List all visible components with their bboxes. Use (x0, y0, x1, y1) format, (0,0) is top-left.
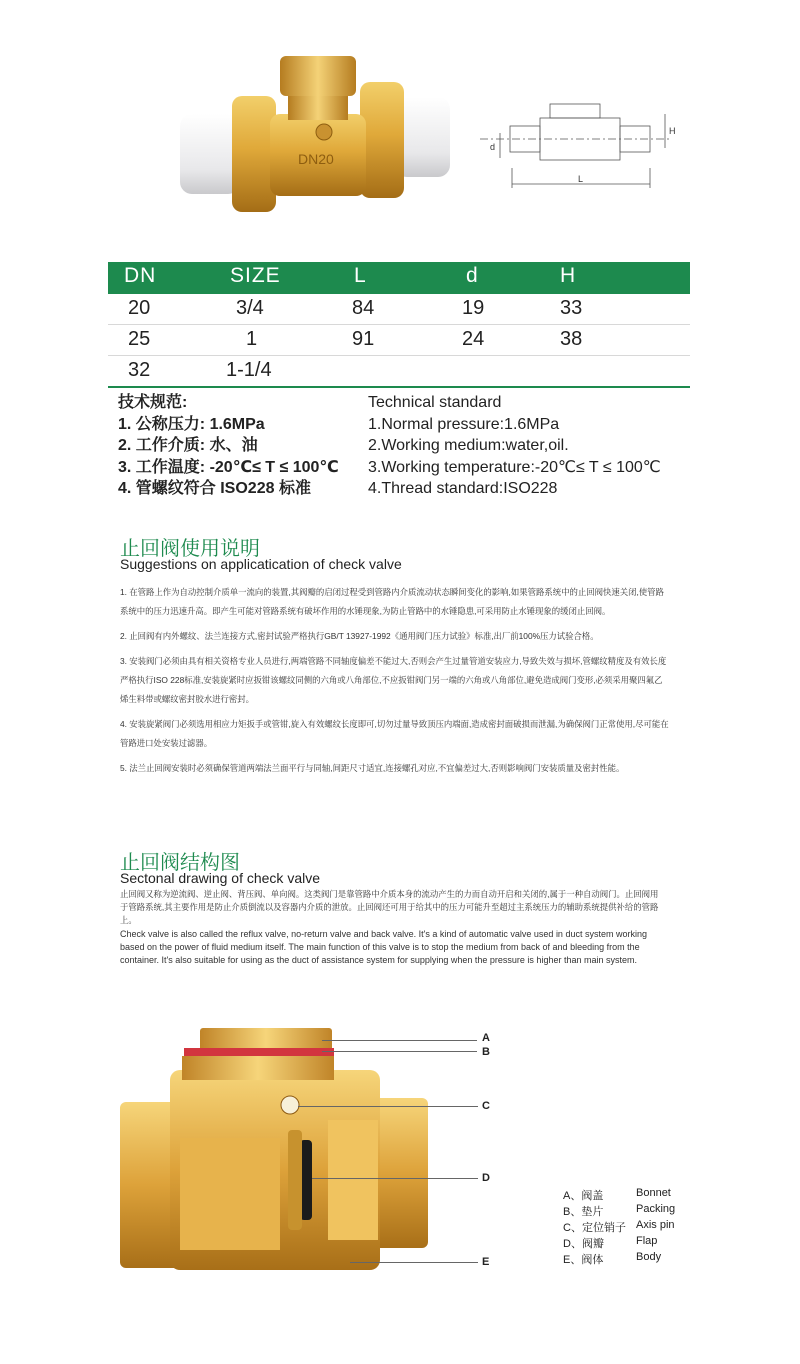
dn-marking: DN20 (298, 151, 334, 167)
header-l: L (354, 264, 367, 287)
valve-product-photo (170, 52, 460, 232)
table-cell: 24 (462, 328, 485, 350)
usage-paragraph: 3. 安装阀门必须由具有相关资格专业人员进行,两端管路不同轴度偏差不能过大,否则会产生过量管道安装应力,导致失效与损坏,管螺纹精度及有效长度严格执行ISO 228标准,安装旋紧时应扳钳该螺纹同侧的六角或八角部位,不应扳钳阀门另一端的六角或八角部位,避免造成阀门变形,必须采用聚四氟乙烯生料带或螺纹密封胶水进行密封。 (120, 656, 667, 704)
tech-en-title: Technical standard (368, 394, 502, 411)
tech-standard-cn (118, 392, 368, 500)
table-cell: 3/4 (236, 297, 264, 319)
table-cell: 25 (128, 328, 151, 350)
usage-title-en: Suggestions on applicatication of check valve (120, 556, 402, 572)
l-label: L (578, 174, 584, 184)
legend-cn: D、阀瓣 (563, 1238, 604, 1250)
tech-en-item: 3.Working temperature:-20℃≤ T ≤ 100℃ (368, 458, 661, 476)
legend-cn: E、阀体 (563, 1254, 604, 1266)
header-d: d (466, 264, 479, 287)
legend-en: Axis pin (636, 1219, 675, 1231)
legend-en: Bonnet (636, 1187, 671, 1199)
structure-title-en: Sectonal drawing of check valve (120, 870, 320, 886)
usage-paragraph: 2. 止回阀有内外螺纹、法兰连接方式,密封试验严格执行GB/T 13927-1992《通用阀门压力试验》标准,出厂前100%压力试验合格。 (120, 631, 599, 641)
table-cell: 33 (560, 297, 583, 319)
header-dn: DN (124, 264, 157, 287)
callout-line-b (322, 1051, 477, 1052)
table-row (108, 325, 690, 356)
structure-title-cn: 止回阀结构图 (120, 852, 240, 874)
usage-paragraph: 4. 安装旋紧阀门必须选用相应力矩扳手或管钳,旋入有效螺纹长度即可,切勿过量导致顶压内端面,造成密封面破损而泄漏,为确保阀门正常使用,尽可能在管路进口处安装过滤器。 (120, 719, 669, 748)
table-cell: 38 (560, 328, 583, 350)
tech-cn-item: 2. 工作介质: 水、油 (118, 437, 258, 454)
table-row (108, 294, 690, 325)
usage-title-cn: 止回阀使用说明 (120, 538, 260, 560)
tech-en-item: 2.Working medium:water,oil. (368, 437, 569, 454)
table-cell: 20 (128, 297, 151, 319)
callout-line-d (312, 1178, 478, 1179)
header-size: SIZE (230, 264, 281, 287)
usage-paragraph: 1. 在管路上作为自动控制介质单一流向的装置,其阀瓣的启闭过程受到管路内介质流动状态瞬间变化的影响,如果管路系统中的止回阀快速关闭,使管路系统中的压力迅速升高。即产生可能对管路系统有破坏作用的水锤现象,为防止管路中的水锤隐患,可采用防止水锤现象的缓闭止回阀。 (120, 587, 664, 616)
callout-a: A (482, 1032, 490, 1044)
legend-cn: A、阀盖 (563, 1190, 604, 1202)
d-label: d (490, 142, 496, 152)
legend-cn: C、定位销子 (563, 1222, 626, 1234)
legend-en: Packing (636, 1203, 676, 1215)
tech-cn-title: 技术规范: (118, 394, 188, 411)
legend-en: Flap (636, 1235, 658, 1247)
usage-paragraphs (120, 583, 670, 778)
usage-paragraph: 5. 法兰止回阀安装时必须确保管道两端法兰面平行与同轴,间距尺寸适宜,连接螺孔对应,不宜偏差过大,否则影响阀门安装质量及密封性能。 (120, 763, 625, 773)
callout-b: B (482, 1046, 490, 1058)
callout-line-e (350, 1262, 478, 1263)
tech-cn-item: 1. 公称压力: 1.6MPa (118, 415, 265, 433)
callout-c: C (482, 1100, 490, 1112)
table-cell: 1-1/4 (226, 359, 272, 381)
legend-en: Body (636, 1251, 662, 1263)
tech-standard-en (368, 392, 698, 500)
table-cell: 84 (352, 297, 375, 319)
callout-e: E (482, 1256, 490, 1268)
tech-en-item: 4.Thread standard:ISO228 (368, 480, 558, 497)
table-cell: 32 (128, 359, 151, 381)
table-cell: 19 (462, 297, 485, 319)
tech-en-item: 1.Normal pressure:1.6MPa (368, 415, 560, 433)
spec-table-header (108, 262, 690, 294)
tech-cn-item: 3. 工作温度: -20℃≤ T ≤ 100℃ (118, 458, 339, 476)
spec-table (108, 262, 690, 388)
table-cell: 1 (246, 328, 258, 350)
h-label: H (669, 126, 676, 136)
dimension-drawing (470, 88, 685, 228)
callout-d: D (482, 1172, 490, 1184)
callout-line-c (298, 1106, 478, 1107)
structure-paragraph-en: Check valve is also called the reflux valve, no-return valve and back valve. It's a kind of automatic valve used in duct system working based on the power of fluid medium itself. The main function of this valve is to stop the medium from back of and bleeding from the container. It's also suitable for using as the duct of assistance system for supplying when the pressure is higher than main system. (120, 929, 647, 965)
tech-cn-item: 4. 管螺纹符合 ISO228 标准 (118, 480, 311, 497)
table-row (108, 356, 690, 388)
legend-cn: B、垫片 (563, 1206, 604, 1218)
header-h: H (560, 264, 577, 287)
callout-line-a (322, 1040, 477, 1041)
structure-paragraph-cn: 止回阀又称为逆流阀、逆止阀、背压阀、单向阀。这类阀门是靠管路中介质本身的流动产生的力而自动开启和关闭的,属于一种自动阀门。止回阀用于管路系统,其主要作用是防止介质倒流以及容器内介质的泄放。止回阀还可用于给其中的压力可能升至超过主系统压力的辅助系统提供补给的管路上。 (120, 889, 659, 925)
table-cell: 91 (352, 328, 375, 350)
